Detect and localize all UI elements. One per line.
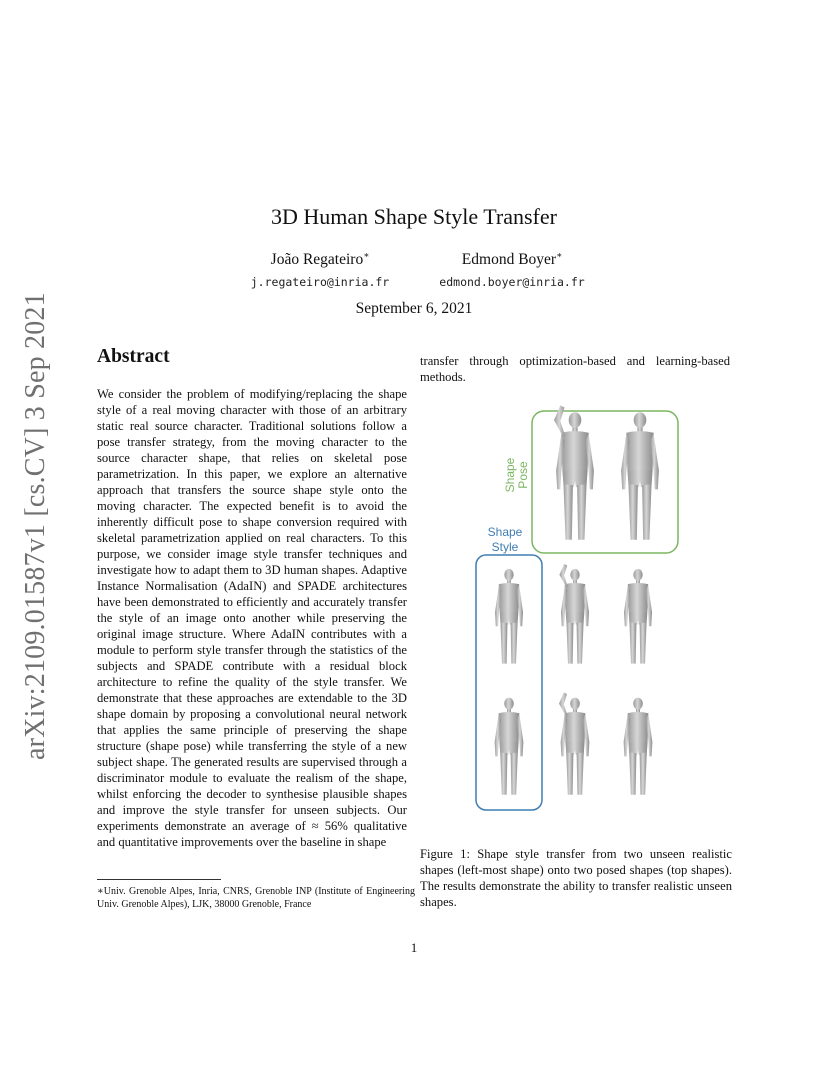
pose-label-line1: Shape <box>503 457 517 493</box>
paper-date: September 6, 2021 <box>355 300 473 317</box>
posed-shape-2 <box>621 412 659 540</box>
abstract-continuation: transfer through optimization-based and learning-based methods. <box>420 354 730 384</box>
figure-1 <box>470 405 710 815</box>
footnote: ∗Univ. Grenoble Alpes, Inria, CNRS, Grenoble INP (Institute of Engineering Univ. Grenoble Alpes), LJK, 38000 Grenoble, France <box>97 886 415 910</box>
page-number: 1 <box>410 940 418 955</box>
style-label-line2: Style <box>491 540 519 554</box>
figure-1-graphic <box>470 405 710 815</box>
author-2-email: edmond.boyer@inria.fr <box>439 275 585 289</box>
arxiv-identifier: arXiv:2109.01587v1 [cs.CV] 3 Sep 2021 <box>20 292 51 760</box>
result-shape-2a <box>559 692 589 794</box>
author-1-name: João Regateiro <box>270 251 364 269</box>
author-1-mark: ∗ <box>363 250 370 260</box>
author-2 <box>432 250 592 269</box>
source-shape-2 <box>495 698 524 795</box>
posed-shape-1 <box>554 405 594 539</box>
result-shape-1b <box>624 569 652 664</box>
figure-1-caption: Figure 1: Shape style transfer from two unseen realistic shapes (left-most shape) onto two posed shapes (top shapes). The results demonstrate the ability to transfer realistic unseen shapes. <box>420 847 732 909</box>
pose-label-line2: Pose <box>516 461 530 489</box>
style-label-line1: Shape <box>487 525 523 539</box>
abstract-body: We consider the problem of modifying/replacing the shape style of a real moving character with those of an arbitrary static real source character. Traditional solutions follow a pose transfer strategy, from the moving character to the source character shape, that relies on skeletal pose parametrization. In this paper, we explore an alternative approach that transfers the source shape style onto the moving character. The expected benefit is to avoid the inherently difficult pose to shape conversion required with skeletal parametrization applied on real characters. To this purpose, we consider image style transfer techniques and investigate how to adapt them to 3D human shapes. Adaptive Instance Normalisation (AdaIN) and SPADE architectures have been demonstrated to efficiently and accurately transfer the style of an image onto another while preserving the original image structure. Where AdaIN contributes with a module to perform style transfer through the statistics of the subjects and SPADE contribute with a residual block architecture to refine the quality of the style transfer. We demonstrate that these approaches are extendable to the 3D shape domain by proposing a convolutional neural network that applies the same principle of preserving the shape structure (shape pose) while transferring the style of a new subject shape. The generated results are supervised through a discriminator module to evaluate the realism of the shape, whilst enforcing the decoder to synthesise plausible shapes and improve the style transfer for unseen subjects. Our experiments demonstrate an average of ≈ 56% qualitative and quantitative improvements over the baseline in shape <box>97 387 407 849</box>
result-shape-2b <box>624 698 653 795</box>
author-2-name: Edmond Boyer <box>461 251 557 269</box>
footnote-rule <box>97 879 221 880</box>
author-1 <box>240 250 400 269</box>
paper-title: 3D Human Shape Style Transfer <box>271 204 557 229</box>
author-1-email: j.regateiro@inria.fr <box>250 275 390 289</box>
author-2-mark: ∗ <box>556 250 563 260</box>
source-shape-1 <box>495 569 523 664</box>
result-shape-1a <box>559 564 589 664</box>
abstract-heading: Abstract <box>97 346 170 367</box>
